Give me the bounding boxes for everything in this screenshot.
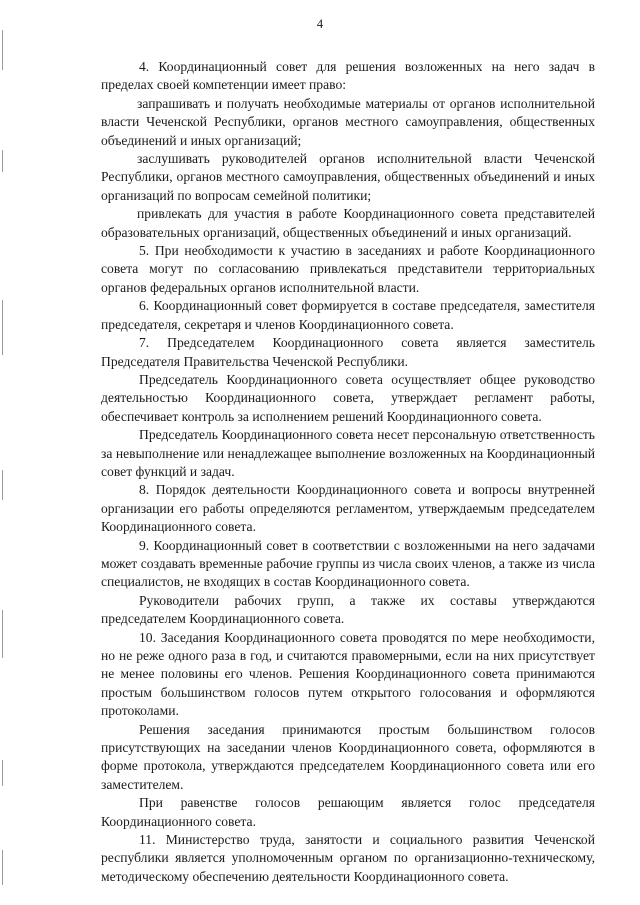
clause-11: 11. Министерство труда, занятости и социального развития Чеченской республики является уполномоченным органом по организационно-техническому, методическому обеспечению деятельности Координационного совета. — [101, 832, 595, 884]
clause-10: 10. Заседания Координационного совета проводятся по мере необходимости, но не реже одного раза в год, и считаются правомерными, если на них присутствует не менее половины его членов. Решения Координационного совета принимаются простым большинством голосов путем открытого голосования и оформляются протоколами. — [101, 629, 595, 719]
clause-7: 7. Председателем Координационного совета является заместитель Председателя Правительства Чеченской Республики. — [101, 335, 595, 369]
clause-4-right-involve-representatives: привлекать для участия в работе Координационного совета представителей образовательных организаций, общественных объединений и иных организаций. — [101, 206, 595, 240]
clause-10-decisions: Решения заседания принимаются простым большинством голосов присутствующих на заседании членов Координационного совета, оформляются в форме протокола, утверждаются председателем Координационного совета или его заместителем. — [101, 721, 595, 792]
document-body — [101, 58, 595, 886]
clause-9-working-groups: Руководители рабочих групп, а также их составы утверждаются председателем Координационного совета. — [101, 592, 595, 627]
page-number: 4 — [316, 17, 324, 31]
clause-4-right-request-materials: запрашивать и получать необходимые материалы от органов исполнительной власти Чеченской Республики, органов местного самоуправления, общественных объединений и иных организаций; — [101, 95, 595, 148]
clause-7-chair-duties: Председатель Координационного совета осуществляет общее руководство деятельностью Координационного совета, утверждает регламент работы, обеспечивает контроль за исполнением решений Координационного совета. — [101, 371, 595, 424]
clause-7-chair-responsibility: Председатель Координационного совета несет персональную ответственность за невыполнение или ненадлежащее выполнение возложенных на Координационный совет функций и задач. — [101, 427, 595, 479]
clause-5: 5. При необходимости к участию в заседаниях и работе Координационного совета могут по согласованию привлекаться представители территориальных органов федеральных органов исполнительной власти. — [101, 243, 595, 295]
clause-10-tie-vote: При равенстве голосов решающим является голос председателя Координационного совета. — [101, 795, 595, 829]
clause-4-right-hear-heads: заслушивать руководителей органов исполнительной власти Чеченской Республики, органов местного самоуправления, общественных объединений и иных организаций по вопросам семейной политики; — [101, 151, 595, 203]
clause-8: 8. Порядок деятельности Координационного совета и вопросы внутренней организации его работы определяются регламентом, утверждаемым председателем Координационного совета. — [101, 482, 595, 535]
scan-binding-edge — [2, 0, 5, 905]
clause-4-intro: 4. Координационный совет для решения возложенных на него задач в пределах своей компетенции имеет право: — [101, 59, 595, 93]
clause-9: 9. Координационный совет в соответствии с возложенными на него задачами может создавать временные рабочие группы из числа своих членов, а также из числа специалистов, не входящих в состав Координационного совета. — [101, 537, 595, 590]
clause-6: 6. Координационный совет формируется в составе председателя, заместителя председателя, секретаря и членов Координационного совета. — [101, 298, 595, 332]
